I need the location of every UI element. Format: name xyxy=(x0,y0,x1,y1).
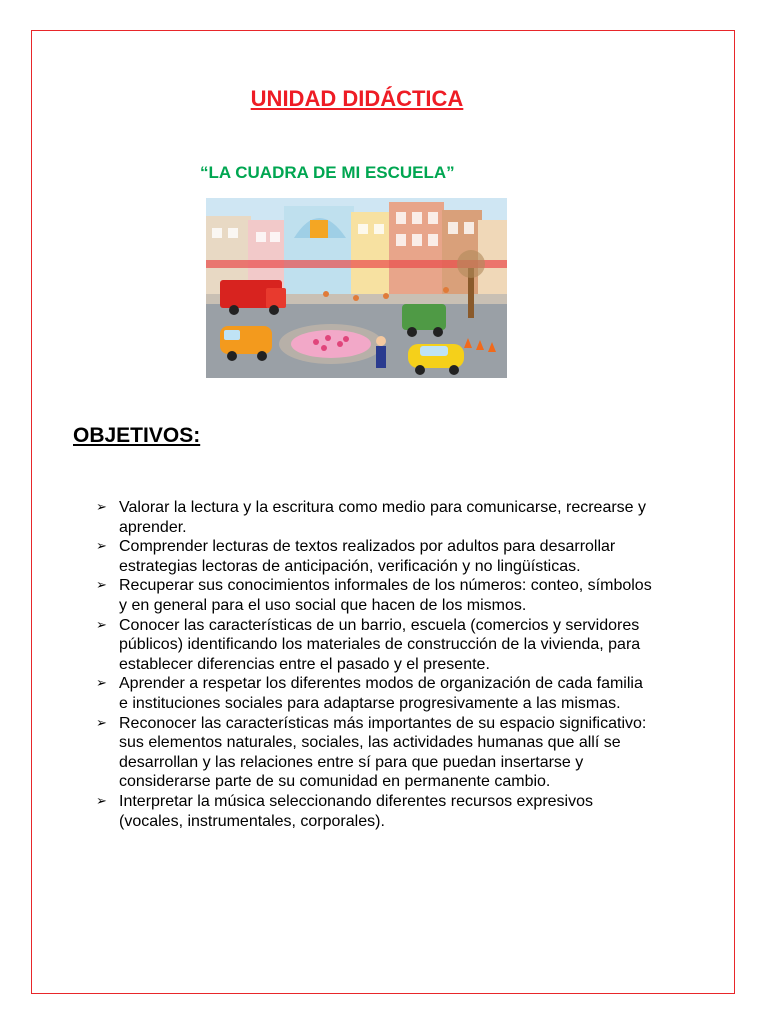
list-item: ➢ Interpretar la música seleccionando diferentes recursos expresivos (vocales, instrumentales, corporales). xyxy=(96,792,594,830)
list-item: ➢ Reconocer las características más importantes de su espacio significativo: sus elementos naturales, sociales, las actividades humanas que allí se desarrollan y las relaciones entre sí para que puedan insertarse y considerarse parte de su comunidad en permanente cambio. xyxy=(96,714,647,791)
arrow-bullet-icon: ➢ xyxy=(96,617,107,633)
arrow-bullet-icon: ➢ xyxy=(96,500,107,515)
list-item: ➢ Recuperar sus conocimientos informales de los números: conteo, símbolos y en general para el uso social que hacen de los mismos. xyxy=(96,577,652,614)
document-subtitle: “LA CUADRA DE MI ESCUELA” xyxy=(200,163,455,182)
arrow-bullet-icon: ➢ xyxy=(96,539,107,555)
list-item: ➢ Comprender lecturas de textos realizados por adultos para desarrollar estrategias lectoras de anticipación, verificación y no lingüísticas. xyxy=(96,538,616,575)
arrow-bullet-icon: ➢ xyxy=(96,676,107,692)
document-title: UNIDAD DIDÁCTICA xyxy=(250,86,464,111)
objectives-list xyxy=(96,498,656,831)
street-scene-illustration xyxy=(206,198,507,378)
list-item: ➢ Aprender a respetar los diferentes modos de organización de cada familia e instituciones sociales para adaptarse progresivamente a las mismas. xyxy=(96,675,643,712)
list-item: ➢ Conocer las características de un barrio, escuela (comercios y servidores públicos) identificando los materiales de construcción de la vivienda, para establecer diferencias entre el pasado y el presente. xyxy=(96,616,641,673)
arrow-bullet-icon: ➢ xyxy=(96,578,107,594)
objectives-heading: OBJETIVOS: xyxy=(73,424,201,447)
list-item: ➢ Valorar la lectura y la escritura como medio para comunicarse, recrearse y aprender. xyxy=(96,499,647,536)
arrow-bullet-icon: ➢ xyxy=(96,793,107,809)
arrow-bullet-icon: ➢ xyxy=(96,715,107,731)
